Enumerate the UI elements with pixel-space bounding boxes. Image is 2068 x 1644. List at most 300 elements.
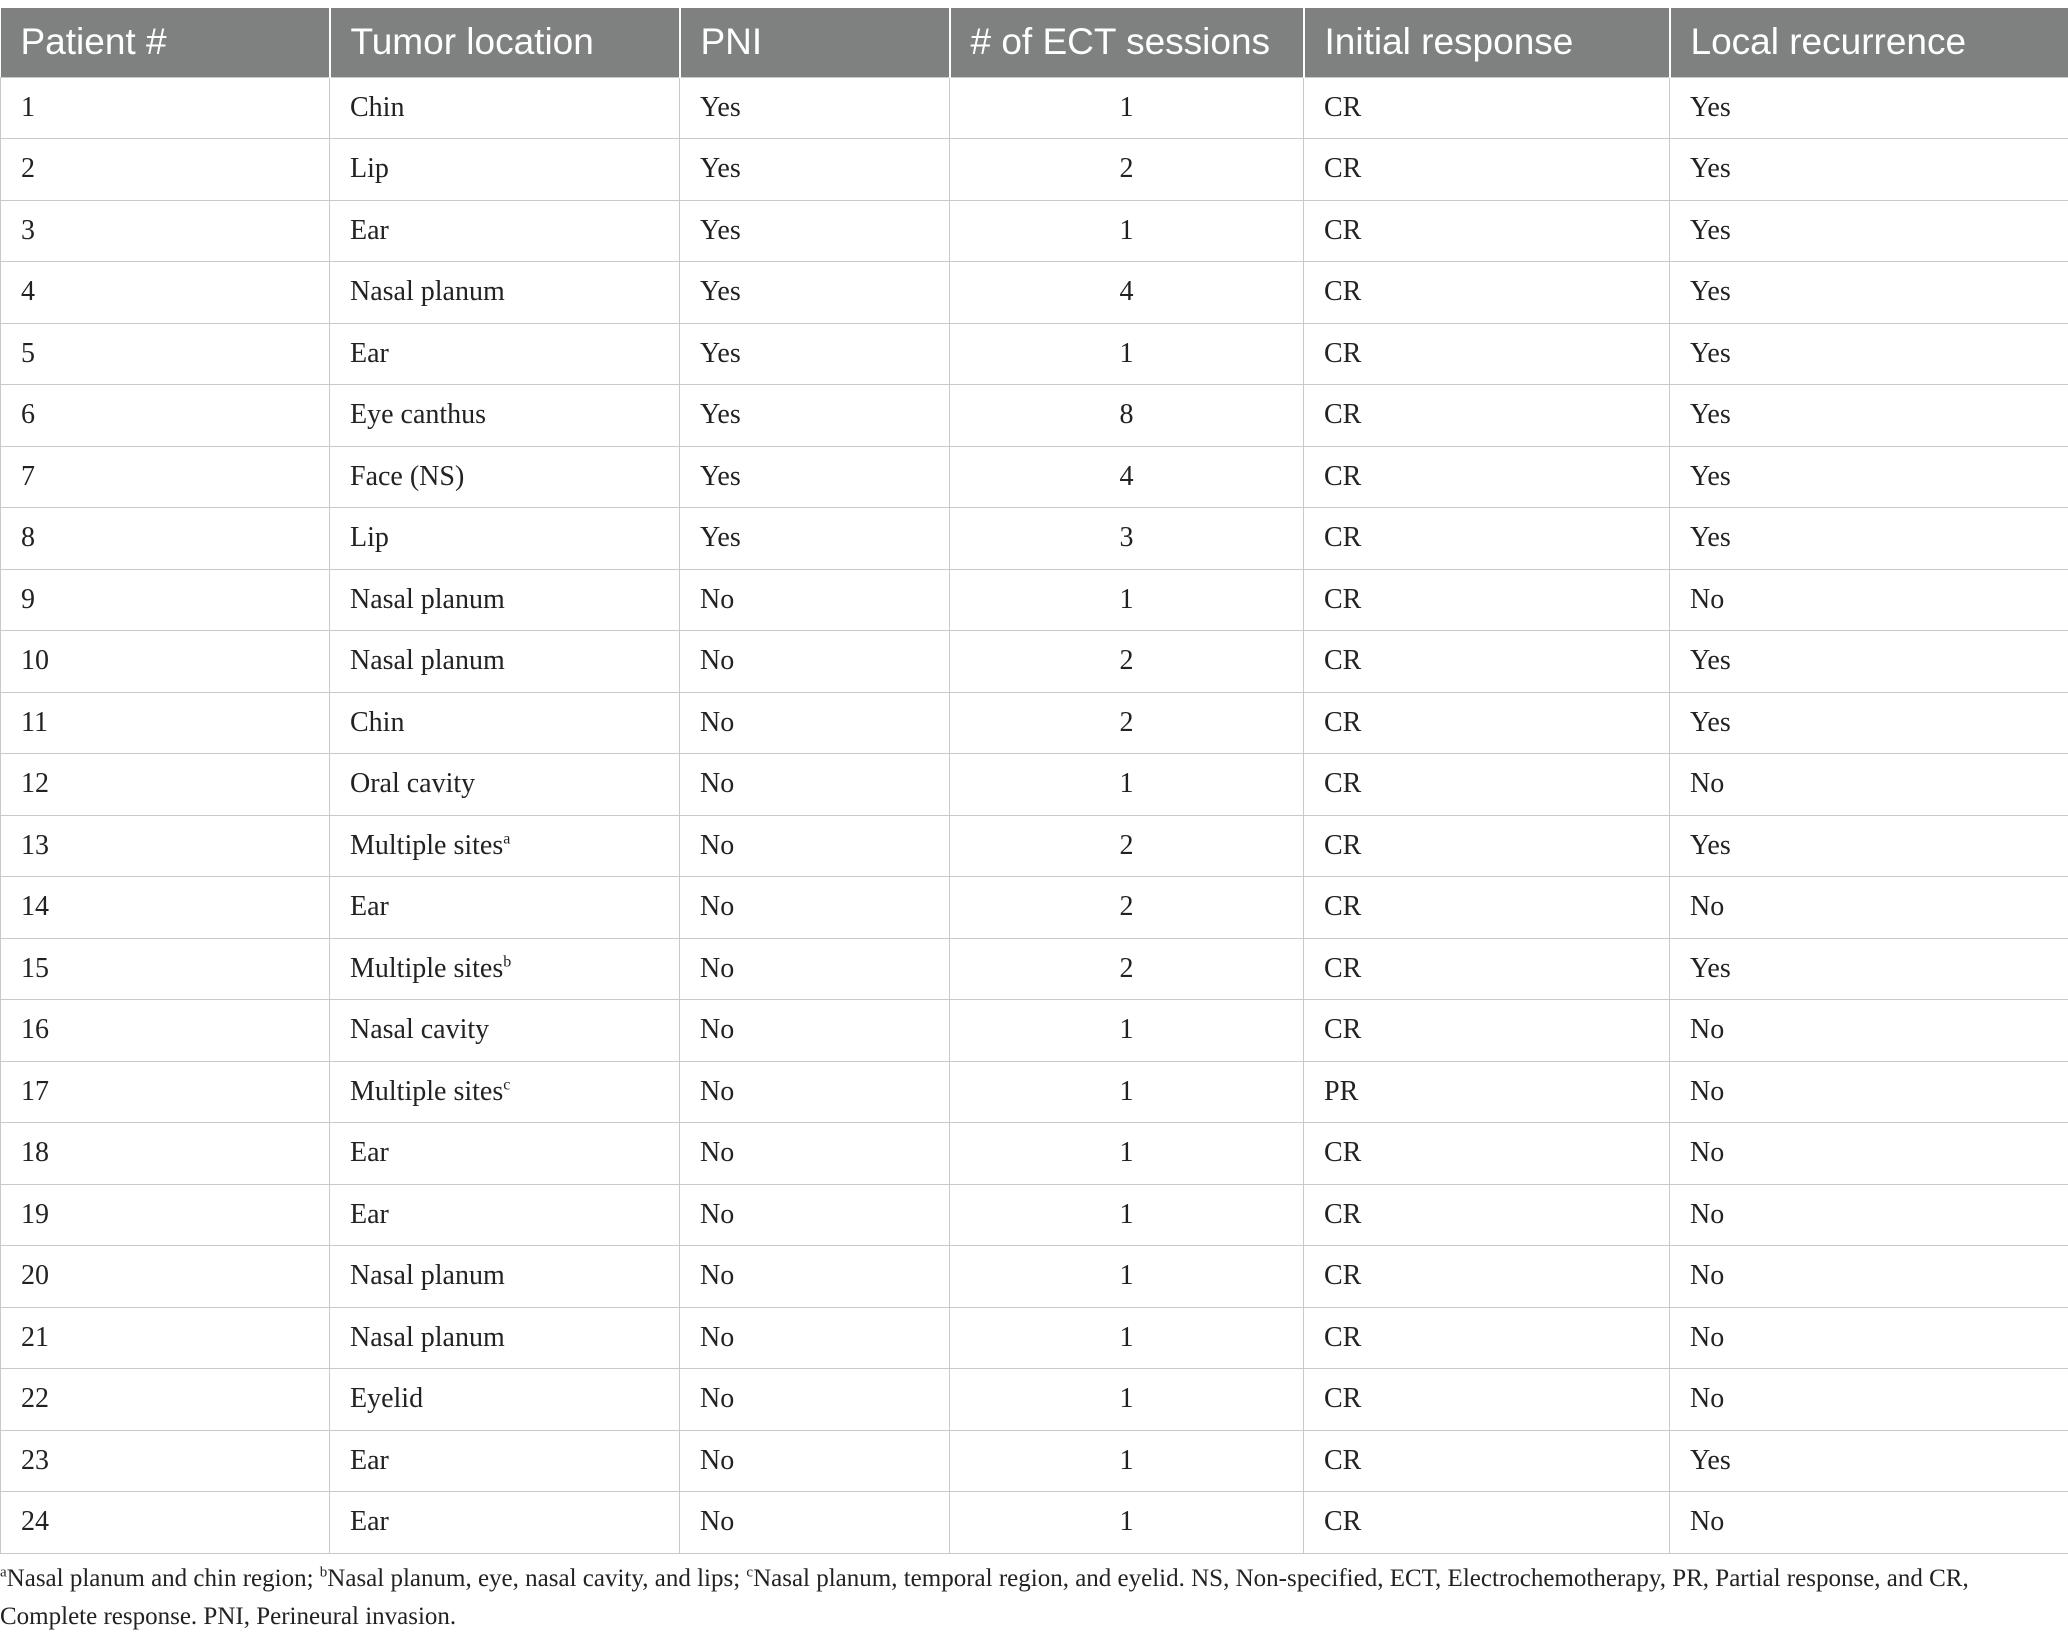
cell-initial-response-text: CR bbox=[1324, 1383, 1362, 1415]
cell-tumor-location-text: Nasal planum bbox=[350, 583, 505, 615]
cell-patient bbox=[1, 262, 330, 324]
cell-pni-text: No bbox=[700, 1444, 735, 1476]
cell-patient bbox=[1, 631, 330, 693]
cell-local-recurrence bbox=[1670, 877, 2068, 939]
cell-pni bbox=[680, 262, 950, 324]
cell-tumor-location-text: Lip bbox=[350, 522, 389, 554]
cell-ect-sessions bbox=[950, 323, 1304, 385]
cell-initial-response-text: CR bbox=[1324, 460, 1362, 492]
cell-pni-text: No bbox=[700, 891, 735, 923]
cell-patient bbox=[1, 938, 330, 1000]
cell-tumor-location-text: Ear bbox=[350, 1137, 389, 1169]
cell-tumor-location bbox=[330, 508, 680, 570]
cell-ect-sessions bbox=[950, 77, 1304, 139]
cell-ect-sessions bbox=[950, 938, 1304, 1000]
cell-patient bbox=[1, 1184, 330, 1246]
cell-ect-sessions-text: 1 bbox=[1119, 1260, 1134, 1292]
cell-ect-sessions-text: 1 bbox=[1119, 1321, 1134, 1353]
cell-initial-response-text: CR bbox=[1324, 1198, 1362, 1230]
cell-pni-text: Yes bbox=[700, 153, 741, 185]
cell-pni-text: No bbox=[700, 645, 735, 677]
cell-local-recurrence bbox=[1670, 446, 2068, 508]
cell-pni-text: No bbox=[700, 1321, 735, 1353]
cell-pni-text: Yes bbox=[700, 337, 741, 369]
cell-ect-sessions-text: 1 bbox=[1119, 337, 1134, 369]
cell-initial-response bbox=[1304, 508, 1670, 570]
cell-pni-text: No bbox=[700, 583, 735, 615]
cell-ect-sessions-text: 1 bbox=[1119, 1075, 1134, 1107]
cell-patient-text: 18 bbox=[21, 1137, 49, 1169]
cell-local-recurrence-text: No bbox=[1690, 583, 1725, 615]
cell-tumor-location bbox=[330, 631, 680, 693]
cell-initial-response-text: CR bbox=[1324, 645, 1362, 677]
cell-pni-text: No bbox=[700, 829, 735, 861]
cell-initial-response bbox=[1304, 692, 1670, 754]
cell-patient bbox=[1, 446, 330, 508]
cell-tumor-location bbox=[330, 877, 680, 939]
cell-local-recurrence bbox=[1670, 692, 2068, 754]
cell-initial-response-text: CR bbox=[1324, 1444, 1362, 1476]
header-local-recurrence: Local recurrence bbox=[1670, 8, 2068, 77]
cell-local-recurrence-text: Yes bbox=[1690, 460, 1731, 492]
cell-patient bbox=[1, 877, 330, 939]
cell-patient bbox=[1, 323, 330, 385]
cell-ect-sessions-text: 8 bbox=[1119, 399, 1134, 431]
cell-patient bbox=[1, 1307, 330, 1369]
cell-local-recurrence bbox=[1670, 1492, 2068, 1554]
table-row bbox=[1, 446, 2068, 508]
table-row bbox=[1, 1000, 2068, 1062]
cell-pni bbox=[680, 77, 950, 139]
cell-tumor-location bbox=[330, 262, 680, 324]
cell-patient-text: 4 bbox=[21, 276, 35, 308]
cell-initial-response-text: CR bbox=[1324, 276, 1362, 308]
cell-patient-text: 17 bbox=[21, 1075, 49, 1107]
header-ect-sessions: # of ECT sessions bbox=[950, 8, 1304, 77]
cell-initial-response-text: CR bbox=[1324, 583, 1362, 615]
cell-patient-text: 2 bbox=[21, 153, 35, 185]
cell-patient bbox=[1, 200, 330, 262]
footnote-marker: c bbox=[503, 1076, 511, 1094]
cell-initial-response-text: CR bbox=[1324, 891, 1362, 923]
cell-local-recurrence bbox=[1670, 77, 2068, 139]
table-row bbox=[1, 631, 2068, 693]
cell-patient-text: 12 bbox=[21, 768, 49, 800]
cell-tumor-location bbox=[330, 139, 680, 201]
cell-tumor-location bbox=[330, 1061, 680, 1123]
cell-pni bbox=[680, 1061, 950, 1123]
cell-pni-text: Yes bbox=[700, 276, 741, 308]
cell-patient bbox=[1, 1123, 330, 1185]
cell-local-recurrence bbox=[1670, 508, 2068, 570]
table-row bbox=[1, 385, 2068, 447]
cell-tumor-location-text: Ear bbox=[350, 337, 389, 369]
cell-pni-text: Yes bbox=[700, 214, 741, 246]
cell-initial-response-text: CR bbox=[1324, 153, 1362, 185]
cell-pni bbox=[680, 508, 950, 570]
cell-initial-response-text: CR bbox=[1324, 1014, 1362, 1046]
cell-initial-response-text: CR bbox=[1324, 706, 1362, 738]
cell-ect-sessions-text: 2 bbox=[1119, 706, 1134, 738]
cell-patient-text: 3 bbox=[21, 214, 35, 246]
table-row bbox=[1, 815, 2068, 877]
table-row bbox=[1, 323, 2068, 385]
cell-ect-sessions bbox=[950, 1123, 1304, 1185]
cell-tumor-location-text: Chin bbox=[350, 91, 405, 123]
cell-ect-sessions-text: 4 bbox=[1119, 276, 1134, 308]
cell-local-recurrence-text: No bbox=[1690, 1260, 1725, 1292]
cell-initial-response bbox=[1304, 77, 1670, 139]
cell-ect-sessions-text: 1 bbox=[1119, 1014, 1134, 1046]
cell-ect-sessions-text: 1 bbox=[1119, 583, 1134, 615]
cell-initial-response bbox=[1304, 1123, 1670, 1185]
cell-pni bbox=[680, 1000, 950, 1062]
cell-ect-sessions bbox=[950, 1246, 1304, 1308]
cell-local-recurrence bbox=[1670, 1430, 2068, 1492]
cell-initial-response bbox=[1304, 262, 1670, 324]
cell-ect-sessions bbox=[950, 200, 1304, 262]
cell-tumor-location-text: Lip bbox=[350, 153, 389, 185]
cell-patient bbox=[1, 754, 330, 816]
cell-ect-sessions bbox=[950, 1430, 1304, 1492]
cell-local-recurrence-text: Yes bbox=[1690, 214, 1731, 246]
table-row bbox=[1, 1430, 2068, 1492]
cell-patient-text: 14 bbox=[21, 891, 49, 923]
cell-patient bbox=[1, 692, 330, 754]
cell-tumor-location-text: Nasal planum bbox=[350, 1321, 505, 1353]
footnote-marker: a bbox=[503, 830, 511, 848]
cell-initial-response-text: CR bbox=[1324, 829, 1362, 861]
cell-initial-response bbox=[1304, 1307, 1670, 1369]
cell-ect-sessions bbox=[950, 1492, 1304, 1554]
cell-patient bbox=[1, 569, 330, 631]
cell-tumor-location-text: Ear bbox=[350, 891, 389, 923]
cell-tumor-location-text: Face (NS) bbox=[350, 460, 465, 492]
cell-ect-sessions-text: 1 bbox=[1119, 768, 1134, 800]
cell-initial-response bbox=[1304, 1000, 1670, 1062]
cell-ect-sessions-text: 1 bbox=[1119, 1444, 1134, 1476]
cell-tumor-location bbox=[330, 385, 680, 447]
cell-local-recurrence-text: Yes bbox=[1690, 706, 1731, 738]
cell-tumor-location bbox=[330, 323, 680, 385]
cell-pni-text: No bbox=[700, 1014, 735, 1046]
cell-local-recurrence-text: No bbox=[1690, 1014, 1725, 1046]
cell-tumor-location bbox=[330, 77, 680, 139]
cell-local-recurrence bbox=[1670, 1246, 2068, 1308]
cell-ect-sessions-text: 1 bbox=[1119, 1506, 1134, 1538]
cell-initial-response bbox=[1304, 1369, 1670, 1431]
cell-pni bbox=[680, 569, 950, 631]
cell-tumor-location-text: Ear bbox=[350, 1444, 389, 1476]
cell-initial-response bbox=[1304, 754, 1670, 816]
cell-ect-sessions-text: 4 bbox=[1119, 460, 1134, 492]
cell-patient-text: 21 bbox=[21, 1321, 49, 1353]
cell-initial-response bbox=[1304, 323, 1670, 385]
cell-patient bbox=[1, 77, 330, 139]
cell-local-recurrence-text: No bbox=[1690, 768, 1725, 800]
cell-ect-sessions bbox=[950, 815, 1304, 877]
cell-tumor-location bbox=[330, 200, 680, 262]
cell-initial-response-text: CR bbox=[1324, 214, 1362, 246]
table-footnote bbox=[0, 1560, 2060, 1636]
footnote-mark-b: b bbox=[319, 1564, 328, 1581]
patient-table bbox=[0, 8, 2068, 1554]
cell-local-recurrence-text: No bbox=[1690, 891, 1725, 923]
cell-tumor-location bbox=[330, 1184, 680, 1246]
footnote-b-text: Nasal planum, eye, nasal cavity, and lips; bbox=[327, 1565, 747, 1592]
cell-patient-text: 6 bbox=[21, 399, 35, 431]
cell-initial-response bbox=[1304, 877, 1670, 939]
cell-tumor-location-text: Nasal planum bbox=[350, 1260, 505, 1292]
cell-initial-response bbox=[1304, 631, 1670, 693]
cell-ect-sessions bbox=[950, 877, 1304, 939]
cell-pni bbox=[680, 139, 950, 201]
cell-pni bbox=[680, 1123, 950, 1185]
cell-initial-response bbox=[1304, 815, 1670, 877]
cell-initial-response-text: PR bbox=[1324, 1075, 1359, 1107]
table-row bbox=[1, 139, 2068, 201]
cell-ect-sessions bbox=[950, 262, 1304, 324]
cell-ect-sessions-text: 2 bbox=[1119, 645, 1134, 677]
table-row bbox=[1, 1061, 2068, 1123]
cell-patient-text: 9 bbox=[21, 583, 35, 615]
cell-tumor-location bbox=[330, 938, 680, 1000]
footnote-c-text: Nasal planum, temporal region, and eyelid. NS, Non-specified, ECT, Electrochemotherapy, PR, Partial response, and CR, Complete response. PNI, Perineural invasion. bbox=[0, 1565, 1969, 1630]
cell-pni-text: No bbox=[700, 1198, 735, 1230]
cell-tumor-location bbox=[330, 446, 680, 508]
cell-tumor-location bbox=[330, 754, 680, 816]
cell-local-recurrence bbox=[1670, 1307, 2068, 1369]
cell-local-recurrence-text: Yes bbox=[1690, 91, 1731, 123]
cell-local-recurrence bbox=[1670, 938, 2068, 1000]
cell-local-recurrence-text: No bbox=[1690, 1506, 1725, 1538]
cell-ect-sessions-text: 1 bbox=[1119, 91, 1134, 123]
cell-local-recurrence bbox=[1670, 200, 2068, 262]
cell-local-recurrence bbox=[1670, 754, 2068, 816]
cell-initial-response bbox=[1304, 139, 1670, 201]
table-row bbox=[1, 1246, 2068, 1308]
cell-initial-response-text: CR bbox=[1324, 1137, 1362, 1169]
cell-patient-text: 23 bbox=[21, 1444, 49, 1476]
cell-pni-text: Yes bbox=[700, 399, 741, 431]
cell-local-recurrence bbox=[1670, 569, 2068, 631]
cell-pni bbox=[680, 1369, 950, 1431]
cell-ect-sessions bbox=[950, 1369, 1304, 1431]
cell-initial-response bbox=[1304, 1492, 1670, 1554]
cell-initial-response bbox=[1304, 385, 1670, 447]
cell-pni-text: No bbox=[700, 1260, 735, 1292]
cell-initial-response bbox=[1304, 200, 1670, 262]
cell-ect-sessions bbox=[950, 1307, 1304, 1369]
cell-tumor-location-text: Multiple sites bbox=[350, 1075, 504, 1107]
cell-ect-sessions bbox=[950, 1000, 1304, 1062]
cell-patient bbox=[1, 508, 330, 570]
cell-tumor-location-text: Ear bbox=[350, 214, 389, 246]
cell-pni bbox=[680, 385, 950, 447]
table-header bbox=[1, 8, 2068, 77]
cell-pni bbox=[680, 815, 950, 877]
table-row bbox=[1, 1307, 2068, 1369]
cell-local-recurrence-text: Yes bbox=[1690, 645, 1731, 677]
cell-tumor-location-text: Ear bbox=[350, 1506, 389, 1538]
cell-tumor-location bbox=[330, 692, 680, 754]
cell-patient bbox=[1, 1430, 330, 1492]
cell-ect-sessions bbox=[950, 754, 1304, 816]
cell-initial-response-text: CR bbox=[1324, 337, 1362, 369]
cell-local-recurrence-text: No bbox=[1690, 1321, 1725, 1353]
table-row bbox=[1, 1184, 2068, 1246]
cell-initial-response-text: CR bbox=[1324, 522, 1362, 554]
cell-ect-sessions-text: 2 bbox=[1119, 891, 1134, 923]
cell-pni bbox=[680, 323, 950, 385]
cell-patient bbox=[1, 815, 330, 877]
table-row bbox=[1, 877, 2068, 939]
cell-local-recurrence-text: Yes bbox=[1690, 276, 1731, 308]
cell-pni-text: No bbox=[700, 768, 735, 800]
cell-tumor-location bbox=[330, 1492, 680, 1554]
cell-ect-sessions bbox=[950, 631, 1304, 693]
cell-ect-sessions bbox=[950, 139, 1304, 201]
table-body bbox=[1, 77, 2068, 1553]
cell-ect-sessions bbox=[950, 1061, 1304, 1123]
cell-ect-sessions bbox=[950, 692, 1304, 754]
cell-initial-response-text: CR bbox=[1324, 91, 1362, 123]
footnote-mark-c: c bbox=[746, 1564, 754, 1581]
cell-ect-sessions-text: 1 bbox=[1119, 1198, 1134, 1230]
cell-pni-text: Yes bbox=[700, 460, 741, 492]
cell-pni-text: No bbox=[700, 1075, 735, 1107]
cell-pni-text: No bbox=[700, 1506, 735, 1538]
cell-ect-sessions bbox=[950, 446, 1304, 508]
cell-patient bbox=[1, 385, 330, 447]
table-row bbox=[1, 262, 2068, 324]
cell-local-recurrence bbox=[1670, 1000, 2068, 1062]
cell-local-recurrence bbox=[1670, 1369, 2068, 1431]
cell-patient bbox=[1, 1000, 330, 1062]
cell-local-recurrence-text: No bbox=[1690, 1198, 1725, 1230]
table-row bbox=[1, 200, 2068, 262]
cell-tumor-location-text: Eyelid bbox=[350, 1383, 424, 1415]
cell-tumor-location-text: Eye canthus bbox=[350, 399, 487, 431]
cell-pni bbox=[680, 1430, 950, 1492]
cell-local-recurrence-text: Yes bbox=[1690, 1444, 1731, 1476]
cell-tumor-location bbox=[330, 1369, 680, 1431]
cell-local-recurrence bbox=[1670, 262, 2068, 324]
footnote-a-text: Nasal planum and chin region; bbox=[6, 1565, 320, 1592]
cell-tumor-location bbox=[330, 1430, 680, 1492]
table-row bbox=[1, 692, 2068, 754]
cell-initial-response-text: CR bbox=[1324, 1506, 1362, 1538]
table-row bbox=[1, 508, 2068, 570]
cell-pni bbox=[680, 938, 950, 1000]
cell-ect-sessions-text: 2 bbox=[1119, 153, 1134, 185]
cell-local-recurrence bbox=[1670, 1061, 2068, 1123]
cell-patient-text: 15 bbox=[21, 952, 49, 984]
cell-initial-response-text: CR bbox=[1324, 768, 1362, 800]
table-row bbox=[1, 1492, 2068, 1554]
cell-initial-response bbox=[1304, 1061, 1670, 1123]
cell-initial-response bbox=[1304, 1246, 1670, 1308]
cell-pni bbox=[680, 1307, 950, 1369]
table-row bbox=[1, 1123, 2068, 1185]
cell-local-recurrence-text: No bbox=[1690, 1075, 1725, 1107]
cell-local-recurrence-text: Yes bbox=[1690, 399, 1731, 431]
cell-pni bbox=[680, 692, 950, 754]
cell-tumor-location-text: Nasal planum bbox=[350, 645, 505, 677]
table-row bbox=[1, 1369, 2068, 1431]
cell-patient-text: 5 bbox=[21, 337, 35, 369]
footnote-mark-a: a bbox=[0, 1564, 7, 1581]
footnote-marker: b bbox=[503, 953, 512, 971]
cell-local-recurrence-text: No bbox=[1690, 1383, 1725, 1415]
cell-ect-sessions-text: 2 bbox=[1119, 952, 1134, 984]
cell-local-recurrence-text: Yes bbox=[1690, 153, 1731, 185]
cell-tumor-location bbox=[330, 815, 680, 877]
cell-initial-response bbox=[1304, 938, 1670, 1000]
cell-patient-text: 13 bbox=[21, 829, 49, 861]
cell-tumor-location-text: Oral cavity bbox=[350, 768, 476, 800]
cell-local-recurrence bbox=[1670, 139, 2068, 201]
cell-initial-response-text: CR bbox=[1324, 1260, 1362, 1292]
cell-pni bbox=[680, 1492, 950, 1554]
cell-patient-text: 11 bbox=[21, 706, 48, 738]
data-table-container bbox=[0, 8, 2068, 1554]
header-tumor-location: Tumor location bbox=[330, 8, 680, 77]
table-row bbox=[1, 754, 2068, 816]
cell-initial-response bbox=[1304, 1430, 1670, 1492]
cell-pni-text: Yes bbox=[700, 91, 741, 123]
cell-pni bbox=[680, 446, 950, 508]
cell-tumor-location bbox=[330, 569, 680, 631]
cell-patient bbox=[1, 1061, 330, 1123]
cell-initial-response-text: CR bbox=[1324, 952, 1362, 984]
cell-pni bbox=[680, 1184, 950, 1246]
cell-ect-sessions bbox=[950, 508, 1304, 570]
cell-local-recurrence-text: Yes bbox=[1690, 829, 1731, 861]
cell-tumor-location-text: Nasal planum bbox=[350, 276, 505, 308]
cell-patient-text: 22 bbox=[21, 1383, 49, 1415]
cell-ect-sessions-text: 2 bbox=[1119, 829, 1134, 861]
cell-ect-sessions bbox=[950, 385, 1304, 447]
cell-initial-response-text: CR bbox=[1324, 1321, 1362, 1353]
cell-ect-sessions-text: 1 bbox=[1119, 1137, 1134, 1169]
cell-patient bbox=[1, 1369, 330, 1431]
cell-tumor-location-text: Ear bbox=[350, 1198, 389, 1230]
cell-tumor-location bbox=[330, 1123, 680, 1185]
cell-pni bbox=[680, 754, 950, 816]
cell-pni-text: No bbox=[700, 1137, 735, 1169]
cell-ect-sessions-text: 1 bbox=[1119, 214, 1134, 246]
cell-ect-sessions-text: 1 bbox=[1119, 1383, 1134, 1415]
cell-patient-text: 20 bbox=[21, 1260, 49, 1292]
cell-tumor-location bbox=[330, 1307, 680, 1369]
cell-pni bbox=[680, 1246, 950, 1308]
cell-initial-response bbox=[1304, 569, 1670, 631]
cell-local-recurrence-text: Yes bbox=[1690, 522, 1731, 554]
cell-pni-text: No bbox=[700, 952, 735, 984]
cell-local-recurrence-text: No bbox=[1690, 1137, 1725, 1169]
header-row bbox=[1, 8, 2068, 77]
cell-patient bbox=[1, 139, 330, 201]
cell-tumor-location-text: Chin bbox=[350, 706, 405, 738]
cell-ect-sessions bbox=[950, 569, 1304, 631]
cell-initial-response-text: CR bbox=[1324, 399, 1362, 431]
cell-local-recurrence-text: Yes bbox=[1690, 337, 1731, 369]
cell-initial-response bbox=[1304, 446, 1670, 508]
cell-ect-sessions-text: 3 bbox=[1119, 522, 1134, 554]
header-initial-response: Initial response bbox=[1304, 8, 1670, 77]
cell-local-recurrence-text: Yes bbox=[1690, 952, 1731, 984]
